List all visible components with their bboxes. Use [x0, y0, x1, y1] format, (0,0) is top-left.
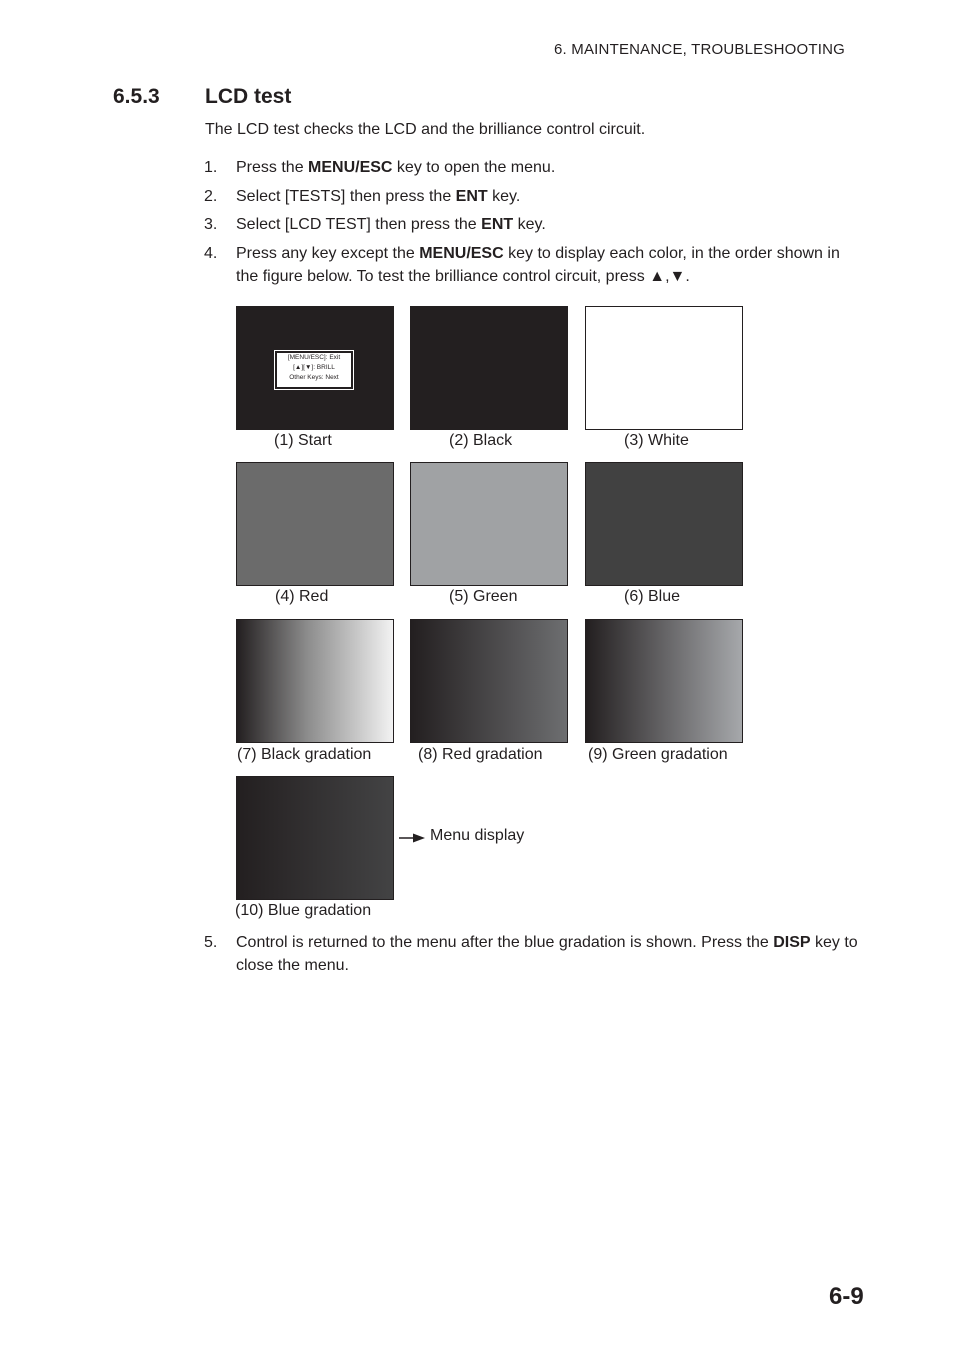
step-number: 3.: [204, 216, 218, 233]
caption-green-gradation: (9) Green gradation: [588, 746, 728, 763]
step-text: Select [LCD TEST] then press the ENT key.: [236, 216, 546, 233]
caption-black: (2) Black: [449, 432, 513, 449]
menu-line-next: Other Keys: Next: [289, 374, 339, 381]
caption-blue-gradation: (10) Blue gradation: [235, 902, 372, 919]
start-menu-box: [276, 352, 352, 388]
caption-green: (5) Green: [449, 588, 518, 605]
menu-display-label: Menu display: [430, 827, 525, 844]
panel-start: [236, 306, 394, 430]
section-number: 6.5.3: [113, 85, 160, 108]
running-head: 6. MAINTENANCE, TROUBLESHOOTING: [554, 41, 845, 58]
caption-start: (1) Start: [274, 432, 332, 449]
step-number: 2.: [204, 188, 218, 205]
panel-blue-gradation: [236, 776, 394, 900]
step-number: 4.: [204, 245, 218, 262]
intro-paragraph: The LCD test checks the LCD and the brilliance control circuit.: [205, 121, 646, 138]
panel-red: [236, 462, 394, 586]
caption-red-gradation: (8) Red gradation: [418, 746, 543, 763]
step-text: Select [TESTS] then press the ENT key.: [236, 188, 521, 205]
panel-white: [585, 306, 743, 430]
arrow-right-icon: [399, 832, 427, 844]
step-text: Control is returned to the menu after the blue gradation is shown. Press the DISP key to close the menu.: [236, 934, 858, 974]
panel-black-gradation: [236, 619, 394, 743]
step-text: Press the MENU/ESC key to open the menu.: [236, 159, 556, 176]
panel-green: [410, 462, 568, 586]
step-number: 5.: [204, 934, 218, 951]
panel-green-gradation: [585, 619, 743, 743]
page-number: 6-9: [829, 1283, 864, 1310]
menu-line-brill: [▲][▼]: BRILL: [293, 364, 335, 371]
caption-white: (3) White: [624, 432, 689, 449]
caption-blue: (6) Blue: [624, 588, 681, 605]
panel-red-gradation: [410, 619, 568, 743]
step-text: Press any key except the MENU/ESC key to display each color, in the order shown in the figure below. To test the brilliance control circuit, press ▲,▼.: [236, 245, 840, 285]
step-number: 1.: [204, 159, 218, 176]
caption-red: (4) Red: [275, 588, 329, 605]
caption-black-gradation: (7) Black gradation: [237, 746, 372, 763]
menu-line-exit: [MENU/ESC]: Exit: [287, 354, 341, 361]
panel-blue: [585, 462, 743, 586]
section-title: LCD test: [205, 85, 292, 108]
panel-black: [410, 306, 568, 430]
